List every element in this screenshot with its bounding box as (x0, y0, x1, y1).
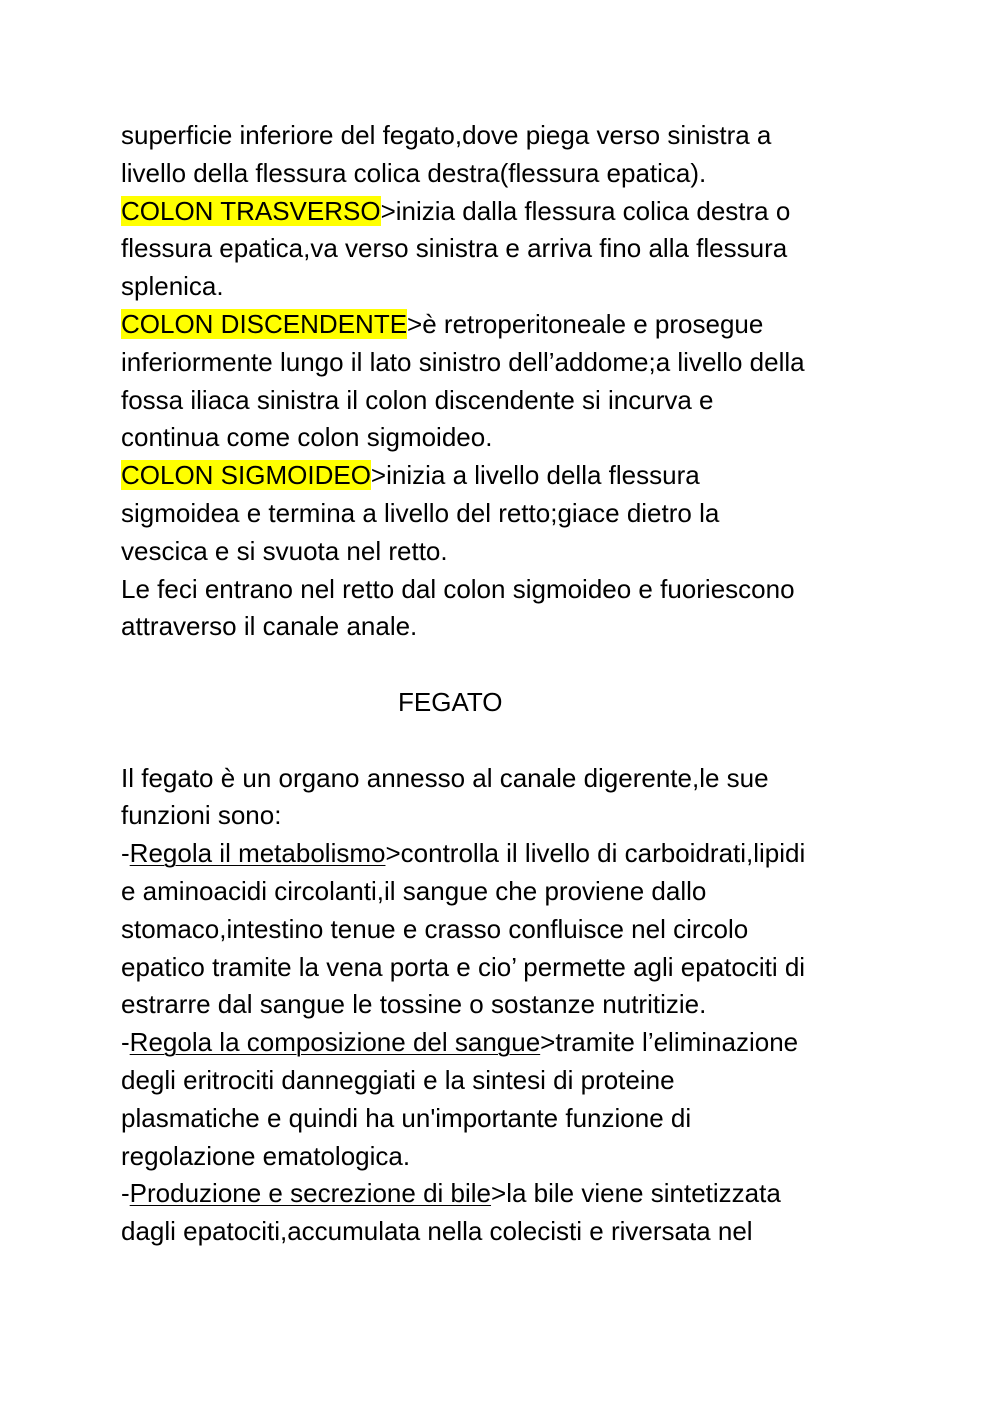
function-text: >controlla il livello di carboidrati,lipidi e aminoacidi circolanti,il sangue che proviene dallo stomaco,intestino tenue e crasso confluisce nel circolo epatico tramite la vena porta e cio’ permette agli epatociti di estrarre dal sangue le tossine o sostanze nutritizie. (121, 838, 806, 1020)
colon-discendente-term: COLON DISCENDENTE (121, 308, 408, 339)
colon-trasverso-text: >inizia dalla flessura colica destra o flessura epatica,va verso sinistra e arriva fino alla flessura splenica. (121, 195, 791, 302)
function-item-metabolismo (121, 835, 881, 1024)
fegato-intro-paragraph (121, 760, 881, 836)
colon-trasverso-paragraph (121, 193, 881, 306)
intro-paragraph (121, 117, 881, 193)
feci-text: Le feci entrano nel retto dal colon sigmoideo e fuoriescono attraverso il canale anale. (121, 573, 795, 642)
function-text: >la bile viene sintetizzata dagli epatociti,accumulata nella colecisti e riversata nel (121, 1178, 781, 1247)
colon-discendente-text: >è retroperitoneale e prosegue inferiormente lungo il lato sinistro dell’addome;a livello della fossa iliaca sinistra il colon discendente si incurva e continua come colon sigmoideo. (121, 308, 805, 453)
function-name: Regola la composizione del sangue (129, 1027, 541, 1058)
function-text: >tramite l’eliminazione degli eritrociti danneggiati e la sintesi di proteine plasmatiche e quindi ha un'importante funzione di regolazione ematologica. (121, 1027, 799, 1171)
colon-trasverso-term: COLON TRASVERSO (121, 195, 381, 226)
spacer (121, 646, 881, 684)
function-bullet: - (121, 1027, 130, 1058)
function-name: Produzione e secrezione di bile (129, 1178, 492, 1209)
colon-sigmoideo-paragraph (121, 457, 881, 570)
colon-sigmoideo-text: >inizia a livello della flessura sigmoidea e termina a livello del retto;giace dietro la vescica e si svuota nel retto. (121, 460, 720, 566)
colon-sigmoideo-term: COLON SIGMOIDEO (121, 460, 371, 491)
function-name: Regola il metabolismo (129, 838, 386, 869)
colon-discendente-paragraph (121, 306, 881, 457)
feci-paragraph (121, 571, 881, 647)
fegato-intro-text: Il fegato è un organo annesso al canale digerente,le sue funzioni sono: (121, 762, 769, 831)
function-item-sangue (121, 1024, 881, 1175)
document-page (121, 117, 881, 1251)
spacer (121, 722, 881, 760)
function-bullet: - (121, 1178, 130, 1209)
function-item-bile (121, 1175, 881, 1251)
intro-text: superficie inferiore del fegato,dove piega verso sinistra a livello della flessura colica destra(flessura epatica). (121, 120, 772, 188)
function-bullet: - (121, 838, 130, 869)
section-title: FEGATO (398, 686, 503, 717)
